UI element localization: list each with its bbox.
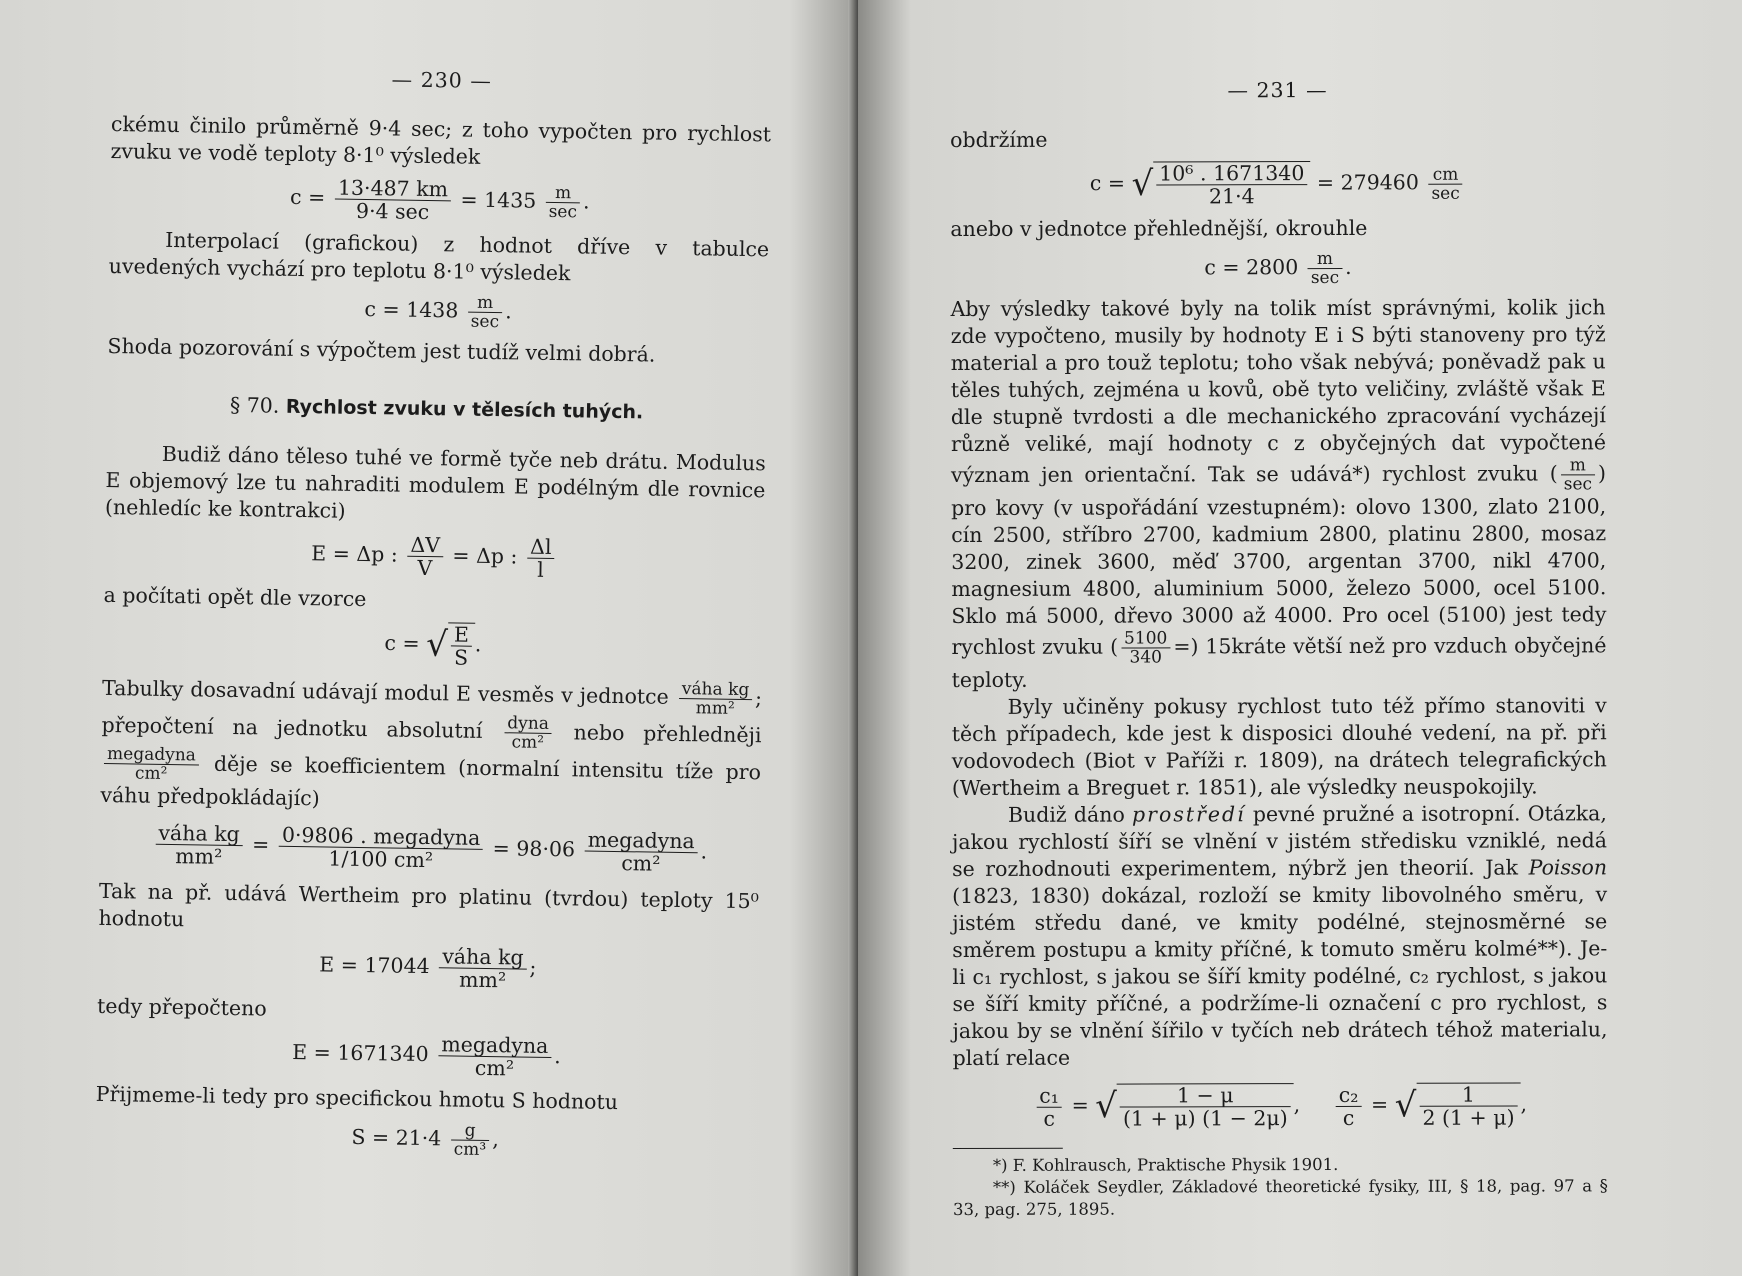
paragraph: tedy přepočteno [96, 993, 267, 1021]
paragraph: Tak na př. udává Wertheim pro platinu (tvrdou) teploty 15⁰ hodnotu [98, 878, 760, 932]
paragraph: ckému činilo průměrně 9·4 sec; z toho vypočten pro rychlost zvuku ve vodě teploty 8·1⁰ výsledek [110, 111, 772, 169]
paragraph: Budiž dáno těleso tuhé ve formě tyče neb drátu. Modulus E objemový lze tu nahraditi modulem E podélným dle rovnice (nehledíc ke kontrakci) [104, 441, 766, 523]
equation: E = Δp : $\frac{\Delta V}{V}$ = Δp : $\frac{\Delta l}{l}$ [104, 529, 765, 584]
paragraph: Shoda pozorování s výpočtem jest tudíž velmi dobrá. [107, 333, 656, 367]
footnote-rule [953, 1148, 1063, 1149]
footnote: **) Koláček Seydler, Základové theoretické fysiky, III, § 18, pag. 97 a § 33, pag. 275, 1895. [952, 1176, 1608, 1219]
section-heading: § 70. Rychlost zvuku v tělesích tuhých. [229, 392, 644, 424]
equation: $\frac{\text{c₁}}{c}$ = √ $\frac{1 - \mu}{(1 + \mu) (1 - 2\mu)}$ , $\frac{\text{c₂}}{c}$ = √ $\frac{1}{2 (1 + \mu)}$ , [953, 1082, 1608, 1130]
paragraph: Byly učiněny pokusy rychlost tuto též přímo stanoviti v těch případech, kde jest k disposici dlouhé vedení, na př. při vodovodech (Biot v Paříži r. 1809), na drátech telegrafických (Wertheim a Breguet r. 1851), ale výsledky neuspokojily. [951, 693, 1607, 800]
footnotes [953, 1153, 1608, 1221]
right-page [858, 0, 1742, 1276]
left-page-content [95, 62, 772, 1171]
left-page [0, 0, 858, 1276]
equation: $\frac{\text{váha kg}}{\text{mm²}}$ = $\frac{\text{0·9806 . megadyna}}{\text{1/100 cm²}}$ = 98·06 $\frac{\text{megadyna}}{\text{cm²}}$ . [99, 821, 760, 876]
paragraph: obdržíme [950, 127, 1048, 152]
paragraph: Přijmeme-li tedy pro specifickou hmotu S hodnotu [95, 1081, 619, 1115]
equation: E = 1671340 $\frac{\text{megadyna}}{\text{cm²}}$ . [291, 1032, 561, 1081]
paragraph: Tabulky dosavadní udávají modul E vesměs v jednotce $\frac{\text{váha kg}}{\text{mm²}}$ ; přepočtení na jednotku absolutní $\frac{\text{dyna}}{\text{cm²}}$ nebo přehledněji $\frac{\text{megadyna}}{\text{cm²}}$ děje se koefficientem (normalní intensitu tíže pro váhu předpokládajíc) [100, 675, 763, 811]
equation: c = $\frac{13\cdot 487 km}{9\cdot 4 \sec}$ = 1435 $\frac{m}{\sec}$ . [289, 175, 590, 225]
paragraph: Interpolací (grafickou) z hodnot dříve v tabulce uvedených vychází pro teplotu 8·1⁰ výsledek [108, 227, 770, 286]
equation: c = √ $\frac{E}{S}$ . [384, 622, 482, 670]
paragraph: Budiž dáno prostředí pevné pružné a isotropní. Otázka, jakou rychlostí šíří se vlnění v jistém středisku vzniklé, nedá se rozhodnouti experimentem, nýbrž jen theorií. Jak Poisson (1823, 1830) dokázal, rozloží se kmity libovolného směru, v jistém středu dané, ve kmity podélné, stejnosměrné se směrem postupu a kmity příčné, k tomuto směru kolmé**). Je-li c₁ rychlost, s jakou se šíří kmity podélné, c₂ rychlost, s jakou se šíří kmity příčné, a podržíme-li označení c pro rychlost, s jakou by se vlnění šířilo v tyčích neb drátech téhož materialu, platí relace [951, 801, 1608, 1070]
footnote: *) F. Kohlrausch, Praktische Physik 1901. [992, 1154, 1339, 1175]
equation: E = 17044 $\frac{\text{váha kg}}{\text{mm²}}$ ; [319, 944, 537, 993]
paragraph: a počítati opět dle vzorce [103, 582, 367, 612]
paragraph: anebo v jednotce přehlednější, okrouhle [950, 215, 1368, 241]
right-page-content [950, 76, 1608, 1221]
paragraph: Aby výsledky takové byly na tolik míst správnými, kolik jich zde vypočteno, musily by hodnoty E i S býti stanoveny pro týž material a pro touž teplotu; toho však nebývá; poněvadž pak u těles tuhých, zejména u kovů, obě tyto veličiny, zvláště však E dle stupně tvrdosti a dle mechanického zpracování vycházejí různě veliké, mají hodnoty c z obyčejných dat vypočtené význam jen orientační. Tak se udává*) rychlost zvuku ( $\frac{m}{\sec}$ ) pro kovy (v uspořádání vzestupném): olovo 1300, zlato 2100, cín 2500, stříbro 2700, kadmium 2800, platinu 2800, mosaz 3200, zinek 3600, měď 3700, argentan 3700, nikl 4700, magnesium 4800, aluminium 5000, železo 5000, ocel 5100. Sklo má 5000, dřevo 3000 až 4000. Pro ocel (5100) jest tedy rychlost zvuku ( $\frac{5100}{340}$ =) 15kráte větší než pro vzduch obyčejné teploty. [950, 295, 1607, 692]
page-number: — 231 — [1227, 78, 1328, 103]
page-number: — 230 — [391, 67, 493, 93]
equation: c = 2800 $\frac{m}{\sec}$ . [1204, 248, 1352, 289]
equation: S = 21·4 $\frac{g}{\text{cm³}}$ , [351, 1120, 500, 1161]
equation: c = 1438 $\frac{m}{\sec}$ . [364, 292, 512, 333]
equation: c = √ $\frac{\text{10⁶ . 1671340}}{21\cdot 4}$ = 279460 $\frac{cm}{\sec}$ [950, 160, 1605, 208]
